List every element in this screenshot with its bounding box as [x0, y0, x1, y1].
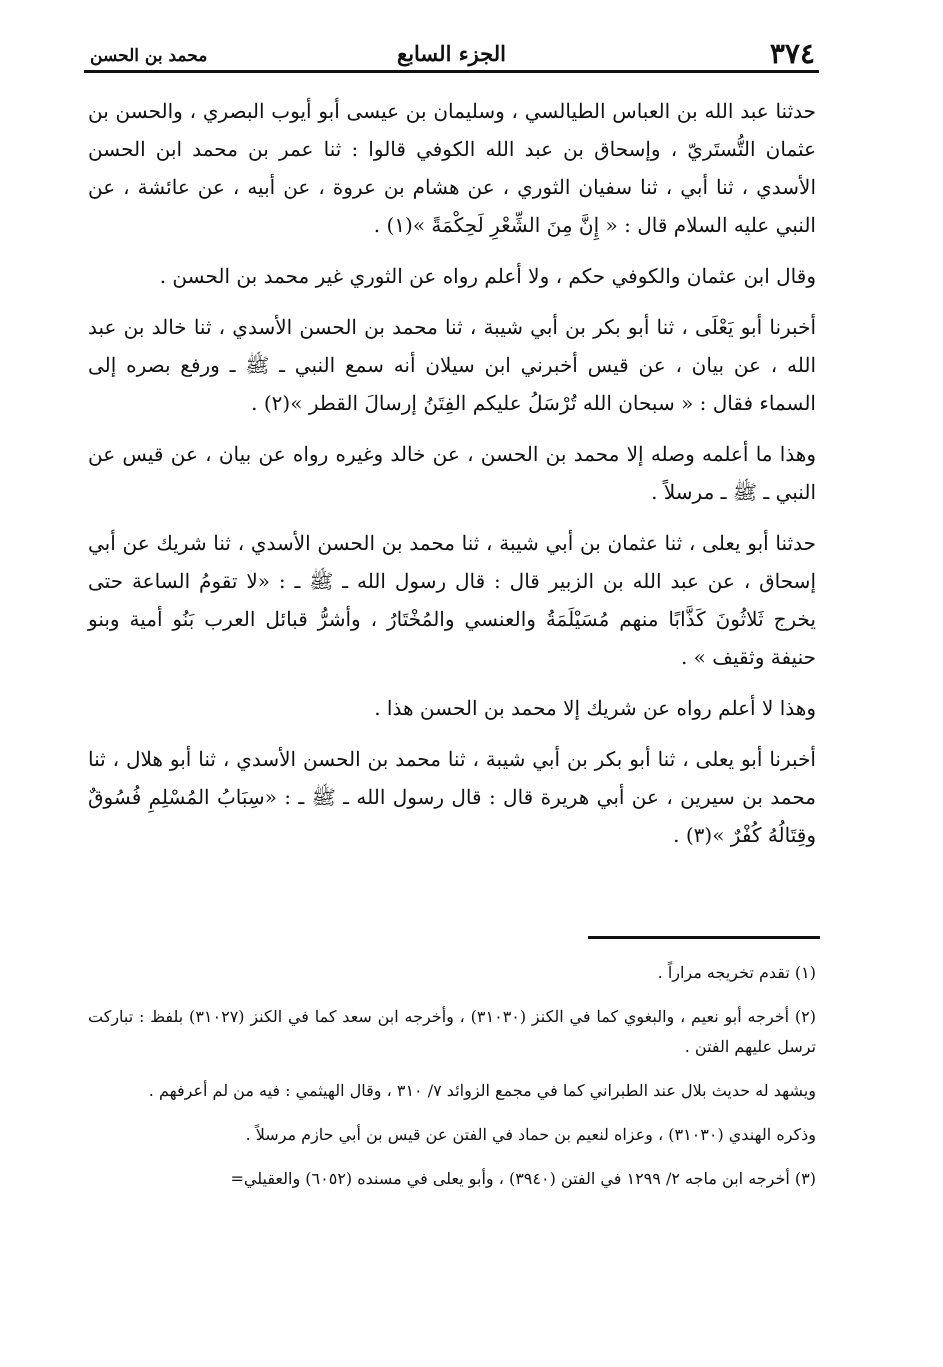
paragraph-4: وهذا ما أعلمه وصله إلا محمد بن الحسن ، عن خالد وغيره رواه عن بيان ، عن قيس عن النبي ـ ﷺ ـ مرسلاً .	[88, 442, 816, 504]
footnote-3: (٣) أخرجه ابن ماجه ٢/ ١٢٩٩ في الفتن (٣٩٤٠) ، وأبو يعلى في مسنده (٦٠٥٢) والعقيلي=	[230, 1169, 816, 1188]
paragraph-7: أخبرنا أبو يعلى ، ثنا أبو بكر بن أبي شيبة ، ثنا محمد بن الحسن الأسدي ، ثنا أبو هلال ، ثنا محمد بن سيرين ، عن أبي هريرة قال : قال رسول الله ـ ﷺ ـ : «سِبَابُ المُسْلِمِ فُسُوقٌ وقِتَالُهُ كُفْرٌ »(٣) .	[88, 747, 816, 847]
footnote-divider	[588, 936, 820, 939]
paragraph-1: حدثنا عبد الله بن العباس الطيالسي ، وسليمان بن عيسى أبو أيوب البصري ، والحسن بن عثمان التُّستَريّ ، وإسحاق بن عبد الله الكوفي قالوا : ثنا عمر بن محمد ابن الحسن الأسدي ، ثنا أبي ، ثنا سفيان الثوري ، عن هشام بن عروة ، عن أبيه ، عن عائشة ، عن النبي عليه السلام قال : « إِنَّ مِنَ الشِّعْرِ لَحِكْمَةً »(١) .	[88, 99, 817, 237]
footnote-2-extra: وذكره الهندي (٣١٠٣٠) ، وعزاه لنعيم بن حماد في الفتن عن قيس بن أبي حازم مرسلاً .	[245, 1125, 816, 1144]
footnote-2-continued: ويشهد له حديث بلال عند الطبراني كما في مجمع الزوائد ٧/ ٣١٠ ، وقال الهيثمي : فيه من لم أعرفهم .	[148, 1081, 816, 1100]
page-number: ٣٧٤	[769, 37, 815, 70]
footnotes	[88, 958, 816, 1208]
paragraph-6: وهذا لا أعلم رواه عن شريك إلا محمد بن الحسن هذا .	[374, 696, 816, 720]
paragraph-3: أخبرنا أبو يَعْلَى ، ثنا أبو بكر بن أبي شيبة ، ثنا محمد بن الحسن الأسدي ، ثنا خالد بن عبد الله ، عن بيان ، عن قيس أخبرني ابن سيلان أنه سمع النبي ـ ﷺ ـ ورفع بصره إلى السماء فقال : « سبحان الله تُرْسَلُ عليكم الفِتَنُ إرسالَ القطر »(٢) .	[88, 315, 816, 415]
header-volume-title: الجزء السابع	[397, 41, 506, 66]
footnote-2: (٢) أخرجه أبو نعيم ، والبغوي كما في الكنز (٣١٠٣٠) ، وأخرجه ابن سعد كما في الكنز (٣١٠٢٧) بلفظ : تباركت ترسل عليهم الفتن .	[88, 1007, 817, 1056]
header-section-title: محمد بن الحسن	[90, 46, 208, 66]
running-header	[84, 30, 819, 73]
footnote-1: (١) تقدم تخريجه مراراً .	[657, 963, 816, 982]
main-text	[88, 92, 816, 867]
paragraph-2: وقال ابن عثمان والكوفي حكم ، ولا أعلم رواه عن الثوري غير محمد بن الحسن .	[159, 264, 816, 288]
paragraph-5: حدثنا أبو يعلى ، ثنا عثمان بن أبي شيبة ، ثنا محمد بن الحسن الأسدي ، ثنا شريك عن أبي إسحاق ، عن عبد الله بن الزبير قال : قال رسول الله ـ ﷺ ـ : «لا تقومُ الساعة حتى يخرج ثَلاثُونَ كَذَّابًا منهم مُسَيْلَمَةُ والعنسي والمُخْتَارُ ، وأشرُّ قبائل العرب بَنُو أمية وبنو حنيفة وثقيف » .	[88, 531, 816, 669]
